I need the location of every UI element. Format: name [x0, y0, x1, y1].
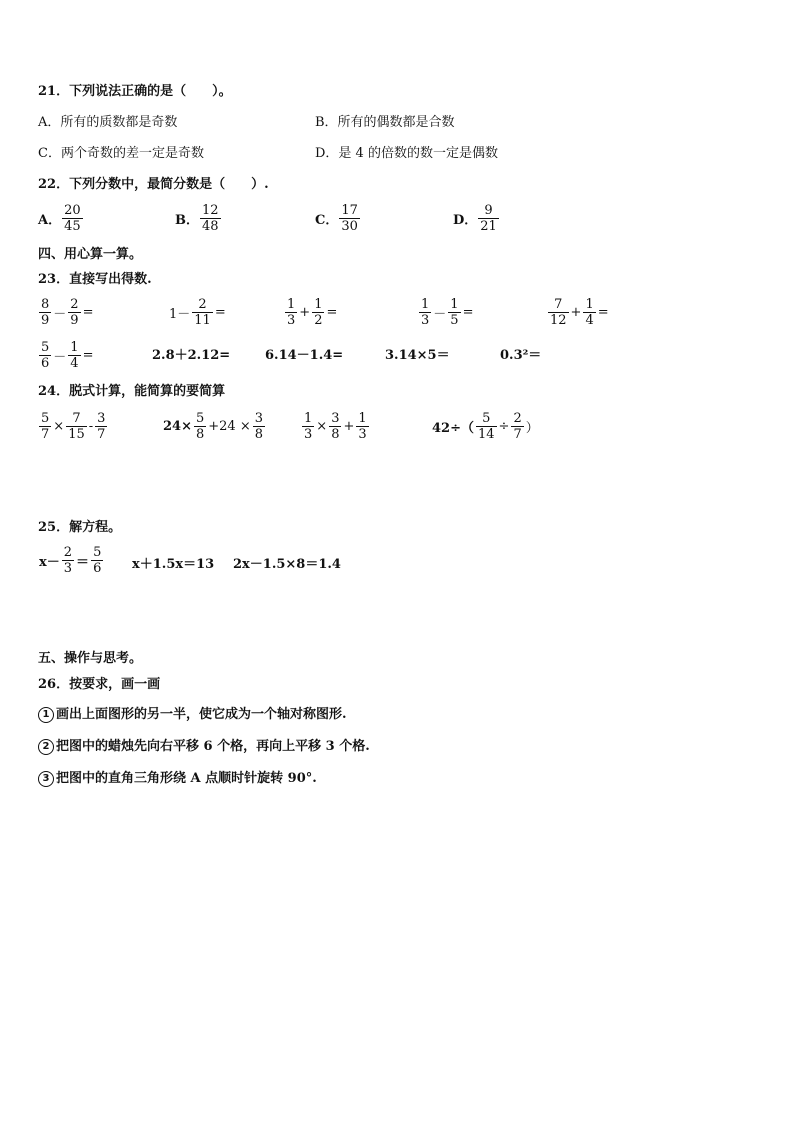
denominator: 3 [63, 561, 73, 576]
q24-stem: 24．脱式计算，能简算的要简算 [38, 384, 226, 399]
q25-equation-2: x＋1.5x＝13 [132, 557, 215, 572]
q23-expr-7: 2.8＋2.12= [152, 348, 231, 363]
numerator: 9 [478, 203, 499, 219]
numerator: 1 [304, 411, 313, 426]
denominator: 15 [68, 427, 85, 442]
equals-sign: = [214, 305, 226, 320]
fraction [91, 545, 103, 576]
operand: ） [525, 421, 539, 436]
q26-stem: 26．按要求，画一画 [38, 677, 161, 692]
denominator: 3 [421, 313, 430, 328]
denominator: 6 [93, 561, 102, 576]
numerator: 7 [548, 297, 569, 313]
circled-number-1: 1 [38, 707, 54, 723]
operator: × [53, 419, 65, 434]
equals-sign: = [82, 348, 94, 363]
fraction [356, 411, 368, 442]
q21-option-b: B．所有的偶数都是合数 [315, 115, 455, 130]
operand: 1－ [169, 307, 191, 322]
denominator: 45 [64, 219, 81, 234]
numerator: 1 [314, 297, 323, 312]
fraction [66, 411, 87, 442]
denominator: 8 [195, 427, 205, 442]
circled-number-3: 3 [38, 771, 54, 787]
operand: +24 × [208, 419, 251, 434]
fraction [478, 203, 499, 234]
q23-expr-6 [38, 340, 94, 371]
q23-expr-10: 0.3²＝ [500, 348, 542, 363]
option-label: C． [315, 213, 339, 228]
fraction [511, 411, 523, 442]
q21-stem: 21．下列说法正确的是（ ）。 [38, 84, 232, 99]
denominator: 7 [41, 427, 50, 442]
q22-option-a [38, 203, 84, 234]
q23-expr-5 [547, 297, 610, 328]
section-five-heading: 五、操作与思考。 [38, 651, 143, 666]
circled-number-2: 2 [38, 739, 54, 755]
denominator: 4 [70, 356, 79, 371]
option-label: A． [38, 213, 62, 228]
fraction [39, 411, 51, 442]
fraction [62, 203, 83, 234]
fraction [192, 297, 213, 328]
operand: 42÷（ [432, 421, 474, 436]
fraction [419, 297, 431, 328]
q23-expr-3 [284, 297, 338, 328]
numerator: 17 [341, 203, 358, 218]
denominator: 3 [358, 427, 367, 442]
fraction [62, 545, 74, 576]
numerator: 2 [70, 297, 79, 312]
fraction [583, 297, 595, 328]
q26-item-text: 把图中的直角三角形绕 A 点顺时针旋转 90°. [56, 771, 317, 786]
equals-sign: = [597, 305, 609, 320]
denominator: 11 [194, 313, 211, 328]
q24-calc-1 [38, 411, 108, 442]
fraction [194, 411, 206, 442]
fraction [448, 297, 460, 328]
q26-item-text: 把图中的蜡烛先向右平移 6 个格，再向上平移 3 个格. [56, 739, 370, 754]
fraction [476, 411, 497, 442]
operand: x－ [39, 555, 60, 570]
equals-sign: ＝ [76, 555, 90, 570]
numerator: 1 [358, 411, 367, 426]
fraction [95, 411, 107, 442]
operator: － [433, 307, 447, 322]
operator: ÷ [498, 419, 510, 434]
fraction [312, 297, 324, 328]
denominator: 30 [341, 219, 358, 234]
denominator: 2 [314, 313, 323, 328]
denominator: 7 [513, 427, 522, 442]
option-label: D． [453, 213, 478, 228]
option-label: B． [175, 213, 199, 228]
numerator: 1 [70, 340, 79, 355]
numerator: 2 [63, 545, 73, 560]
denominator: 14 [477, 427, 495, 442]
denominator: 12 [550, 313, 567, 328]
q23-expr-2 [168, 297, 227, 328]
q23-expr-9: 3.14×5＝ [385, 348, 450, 363]
numerator: 5 [41, 340, 50, 355]
numerator: 2 [513, 411, 522, 426]
operator: + [570, 305, 582, 320]
denominator: 7 [97, 427, 106, 442]
q22-stem: 22．下列分数中，最简分数是（ ）. [38, 177, 269, 192]
q26-item-2 [38, 738, 370, 756]
q24-calc-3 [301, 411, 370, 442]
operator: + [343, 419, 355, 434]
fraction [548, 297, 569, 328]
denominator: 9 [70, 313, 79, 328]
q25-equation-3: 2x－1.5×8＝1.4 [233, 557, 341, 572]
q23-expr-1 [38, 297, 94, 328]
fraction [339, 203, 360, 234]
denominator: 48 [202, 219, 219, 234]
numerator: 1 [450, 297, 459, 312]
equals-sign: = [326, 305, 338, 320]
numerator: 8 [41, 297, 50, 312]
q24-calc-2 [162, 411, 266, 442]
q23-expr-8: 6.14－1.4= [265, 348, 344, 363]
numerator: 20 [64, 203, 81, 218]
denominator: 6 [41, 356, 50, 371]
numerator: 5 [41, 411, 50, 426]
operator: － [53, 307, 67, 322]
numerator: 1 [287, 297, 296, 312]
fraction [329, 411, 341, 442]
fraction [200, 203, 221, 234]
q23-expr-4 [418, 297, 474, 328]
numerator: 5 [195, 411, 205, 426]
operator: × [316, 419, 328, 434]
numerator: 3 [254, 411, 264, 426]
denominator: 8 [331, 427, 340, 442]
fraction [39, 297, 51, 328]
numerator: 1 [421, 297, 430, 312]
fraction [253, 411, 265, 442]
q22-option-b [175, 203, 222, 234]
section-four-heading: 四、用心算一算。 [38, 247, 143, 262]
denominator: 3 [304, 427, 313, 442]
numerator: 3 [331, 411, 340, 426]
q26-item-text: 画出上面图形的另一半，使它成为一个轴对称图形. [56, 707, 347, 722]
q21-option-d: D．是 4 的倍数的数一定是偶数 [315, 146, 498, 161]
equals-sign: = [82, 305, 94, 320]
numerator: 2 [192, 297, 213, 313]
denominator: 8 [254, 427, 264, 442]
operator: - [88, 419, 94, 434]
q24-calc-4 [431, 411, 540, 442]
fraction [285, 297, 297, 328]
operator: － [53, 350, 67, 365]
q23-stem: 23．直接写出得数. [38, 272, 152, 287]
numerator: 3 [97, 411, 106, 426]
operator: + [299, 305, 311, 320]
fraction [39, 340, 51, 371]
q21-option-a: A．所有的质数都是奇数 [38, 115, 178, 130]
equals-sign: = [462, 305, 474, 320]
denominator: 21 [480, 219, 497, 234]
fraction [68, 297, 80, 328]
q25-equation-1 [38, 545, 104, 576]
denominator: 4 [585, 313, 594, 328]
q21-option-c: C．两个奇数的差一定是奇数 [38, 146, 204, 161]
numerator: 7 [66, 411, 87, 427]
q22-option-c [315, 203, 361, 234]
numerator: 12 [202, 203, 219, 218]
denominator: 9 [41, 313, 50, 328]
q22-option-d [453, 203, 500, 234]
q26-item-1 [38, 706, 347, 724]
operand: 24× [163, 419, 192, 434]
q25-stem: 25．解方程。 [38, 520, 122, 535]
q26-item-3 [38, 770, 317, 788]
denominator: 3 [287, 313, 296, 328]
fraction [68, 340, 80, 371]
numerator: 5 [93, 545, 102, 560]
numerator: 1 [585, 297, 594, 312]
fraction [302, 411, 314, 442]
numerator: 5 [476, 411, 497, 427]
denominator: 5 [450, 313, 459, 328]
